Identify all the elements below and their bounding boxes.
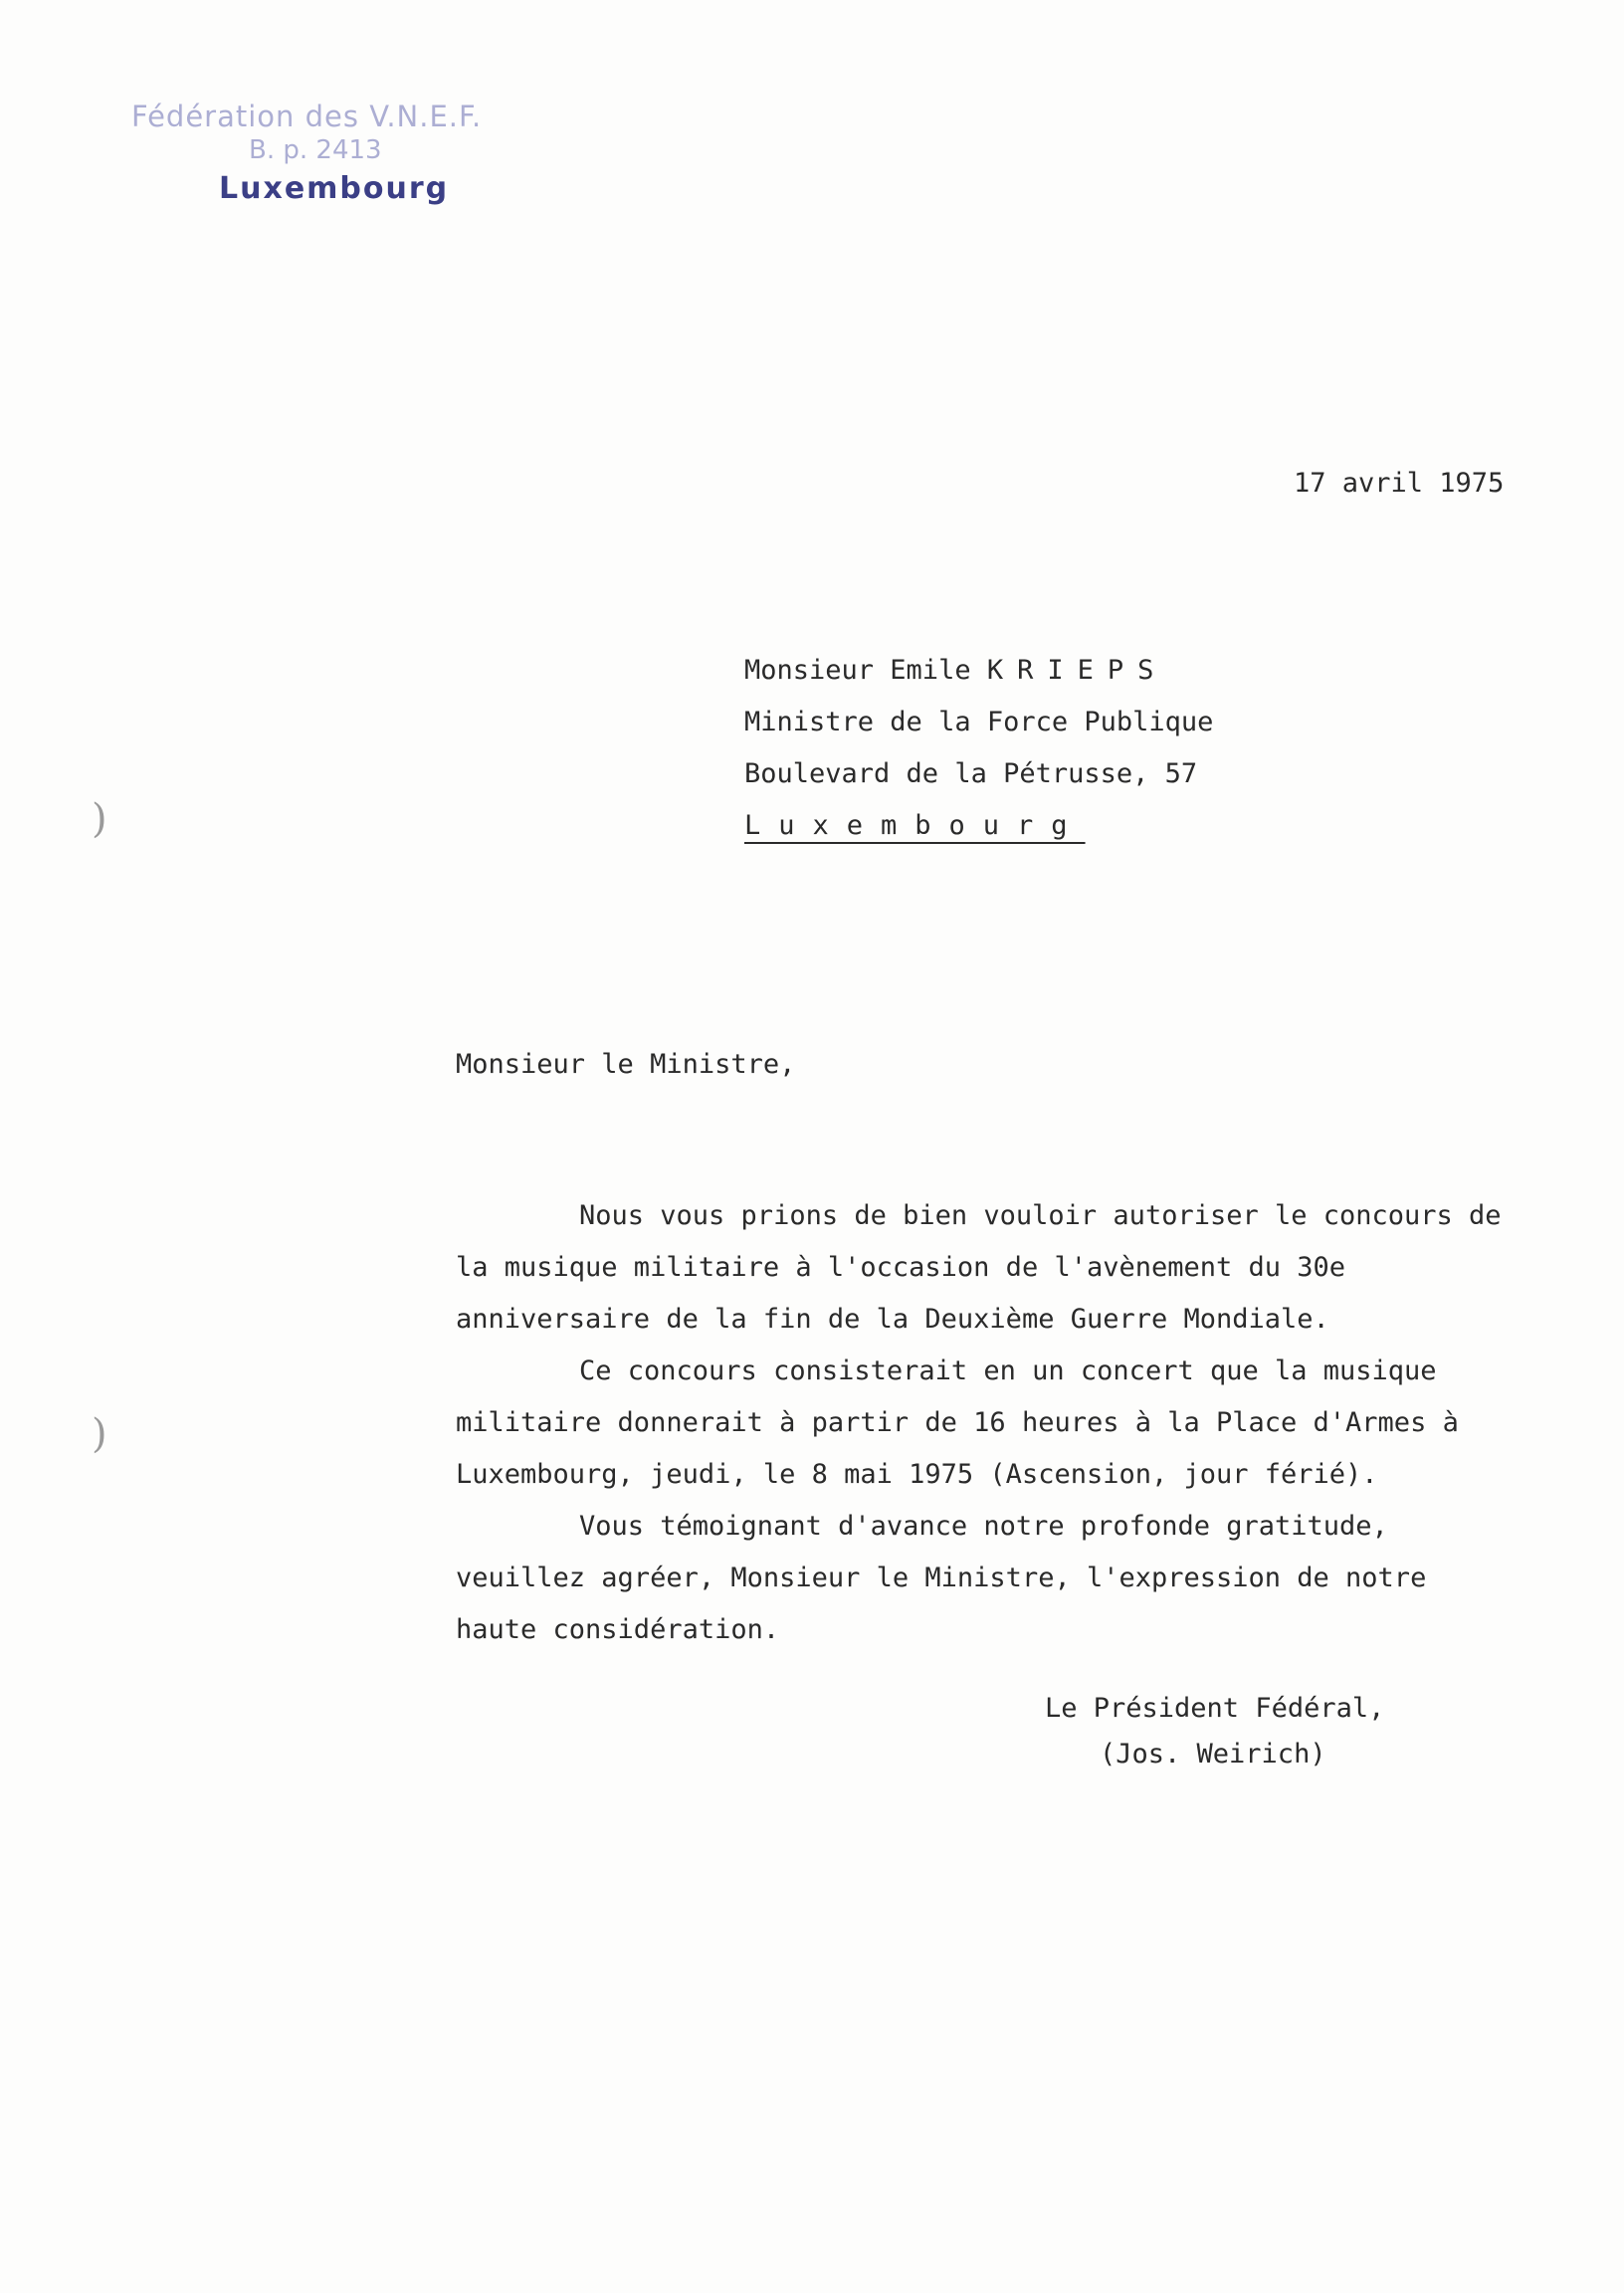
punch-hole-mark-bottom: ): [92, 1411, 107, 1457]
recipient-surname: KRIEPS: [986, 655, 1168, 686]
letter-body: [456, 1190, 1511, 1656]
recipient-street: Boulevard de la Pétrusse, 57: [744, 758, 1198, 789]
stamp-city: Luxembourg: [219, 171, 450, 206]
signature-block: [1045, 1686, 1384, 1777]
letterhead-stamp: [119, 100, 537, 206]
stamp-organization: Fédération des V.N.E.F.: [131, 100, 483, 133]
letter-date: 17 avril 1975: [1294, 468, 1505, 499]
recipient-title: Ministre de la Force Publique: [744, 707, 1214, 737]
recipient-name-prefix: Monsieur Emile: [744, 655, 971, 686]
signature-name: (Jos. Weirich): [1100, 1739, 1326, 1770]
recipient-city: Luxembourg: [744, 810, 1086, 841]
body-paragraph-1: Nous vous prions de bien vouloir autoriser le concours de la musique militaire à l'occasion de l'avènement du 30e anniversaire de la fin de la Deuxième Guerre Mondiale.: [456, 1200, 1502, 1335]
punch-hole-mark-top: ): [92, 796, 107, 842]
body-paragraph-3: Vous témoignant d'avance notre profonde gratitude, veuillez agréer, Monsieur le Ministre, l'expression de notre haute considération.: [456, 1511, 1427, 1645]
recipient-address: [744, 645, 1213, 852]
signature-title: Le Président Fédéral,: [1045, 1693, 1385, 1724]
body-paragraph-2: Ce concours consisterait en un concert que la musique militaire donnerait à partir de 16 heures à la Place d'Armes à Luxembourg, jeudi, le 8 mai 1975 (Ascension, jour férié).: [456, 1355, 1459, 1490]
stamp-postbox: B. p. 2413: [249, 135, 382, 165]
recipient-name-line: [744, 645, 1213, 697]
salutation: Monsieur le Ministre,: [456, 1049, 796, 1080]
